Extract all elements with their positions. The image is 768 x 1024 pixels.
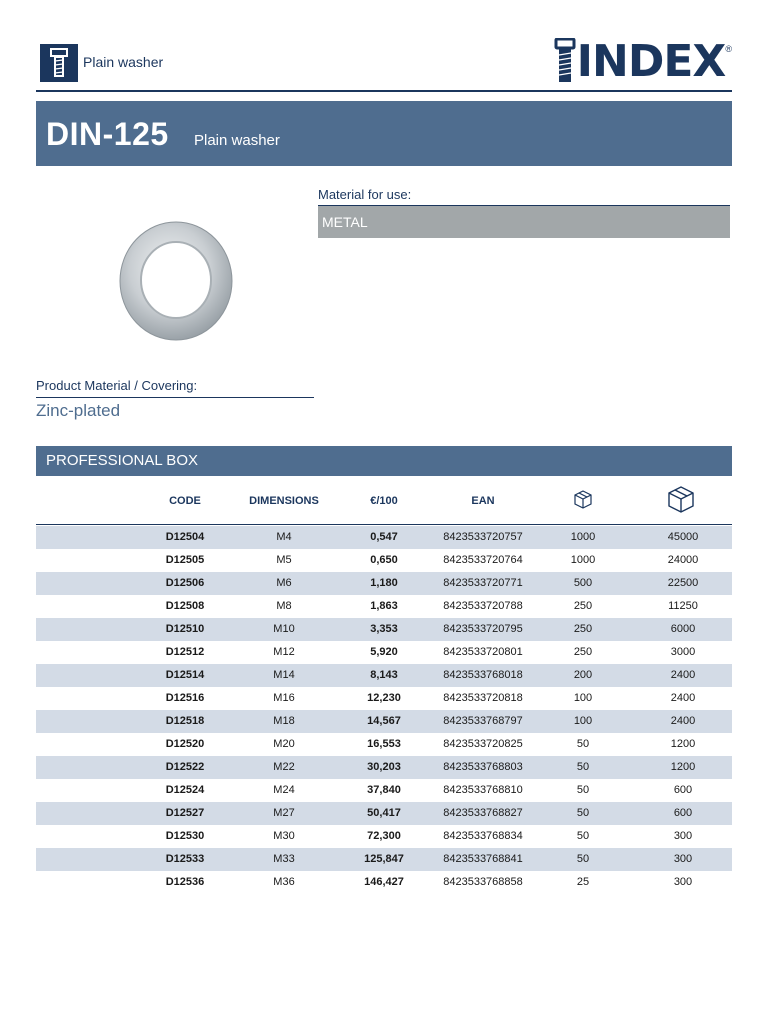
category-label: Plain washer (83, 54, 164, 70)
table-row: D12516 M16 12,230 8423533720818 100 2400 (165, 692, 696, 704)
table-row: D12520 M20 16,553 8423533720825 50 1200 (165, 738, 696, 750)
col-ean: EAN (471, 495, 495, 507)
table-row: D12512 M12 5,920 8423533720801 250 3000 (165, 646, 696, 658)
washer-image (36, 180, 314, 370)
table-row: D12510 M10 3,353 8423533720795 250 6000 (36, 618, 732, 641)
col-price: €/100 (370, 495, 398, 507)
table-row: D12505 M5 0,650 8423533720764 1000 24000 (165, 554, 699, 566)
table-row: D12508 M8 1,863 8423533720788 250 11250 (165, 600, 698, 612)
product-table (36, 526, 732, 894)
header-rule (36, 90, 732, 92)
material-use-value: METAL (318, 206, 730, 238)
box-small-icon (572, 488, 594, 515)
table-row: D12524 M24 37,840 8423533768810 50 600 (165, 784, 693, 796)
bolt-icon (40, 44, 78, 82)
product-material-label: Product Material / Covering: (36, 378, 198, 393)
brand-name: INDEX (576, 36, 726, 87)
table-header (36, 478, 732, 525)
section-title: PROFESSIONAL BOX (36, 446, 732, 476)
col-code: CODE (169, 495, 201, 507)
table-row: D12530 M30 72,300 8423533768834 50 300 (165, 830, 693, 842)
logo-bolt-icon (554, 38, 576, 84)
box-large-icon (666, 484, 696, 519)
table-row: D12504 M4 0,547 8423533720757 1000 45000 (36, 526, 732, 549)
table-row: D12533 M33 125,847 8423533768841 50 300 (36, 848, 732, 871)
product-material-rule (36, 397, 314, 398)
top-header (36, 36, 732, 90)
standard-subtitle: Plain washer (194, 132, 280, 149)
table-row: D12522 M22 30,203 8423533768803 50 1200 (36, 756, 732, 779)
table-row: D12527 M27 50,417 8423533768827 50 600 (36, 802, 732, 825)
product-material-value: Zinc-plated (36, 401, 121, 420)
table-row: D12506 M6 1,180 8423533720771 500 22500 (36, 572, 732, 595)
material-use-label: Material for use: (318, 187, 412, 202)
col-dimensions: DIMENSIONS (249, 495, 319, 507)
brand-logo (554, 36, 732, 87)
title-banner (36, 101, 732, 166)
standard-code: DIN-125 (46, 116, 169, 152)
table-row: D12514 M14 8,143 8423533768018 200 2400 (36, 664, 732, 687)
table-row: D12518 M18 14,567 8423533768797 100 2400 (36, 710, 732, 733)
table-row: D12536 M36 146,427 8423533768858 25 300 (165, 876, 693, 888)
registered-mark: ® (725, 44, 732, 54)
